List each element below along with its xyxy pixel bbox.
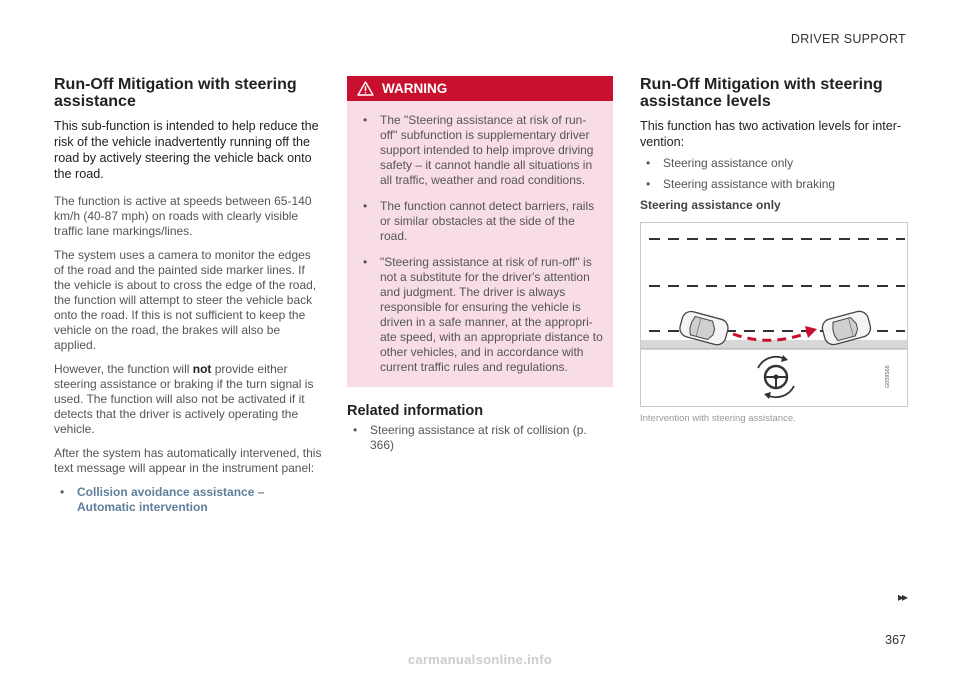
warning-triangle-icon: [357, 81, 374, 96]
intervention-paragraph: After the system has automatically intervened, this text message will appear in the instrument panel:: [54, 446, 322, 475]
text-run: provide either steering assistance or braking if the turn signal is used. The function will also not be activated if it detects that the driver is actively operating the vehicle.: [54, 362, 314, 436]
related-list: [347, 423, 613, 453]
bullet-icon: •: [646, 177, 651, 191]
warning-header: [347, 76, 613, 101]
steering-illustration: [640, 222, 908, 407]
figure-subtitle: Steering assistance only: [640, 198, 781, 212]
exceptions-paragraph: [54, 362, 322, 437]
emphasis-not: not: [192, 362, 212, 376]
list-item: [54, 485, 322, 515]
section-header: DRIVER SUPPORT: [790, 32, 906, 46]
levels-intro: This function has two activation levels for inter-vention:: [640, 119, 902, 149]
figure-caption: Intervention with steering assistance.: [640, 413, 796, 424]
related-link[interactable]: Steering assistance at risk of collision (p. 366): [370, 423, 587, 452]
bullet-icon: •: [363, 113, 368, 127]
warning-body: [347, 101, 613, 387]
bullet-icon: •: [363, 255, 368, 269]
text-run: However, the function will: [54, 362, 193, 376]
column-run-off-mitigation: [54, 76, 322, 521]
bullet-icon: •: [60, 485, 65, 499]
column-levels: [640, 76, 908, 424]
figure-code: G059566: [885, 365, 891, 388]
warning-item-text: The function cannot detect barriers, rails or similar obstacles at the side of the road.: [380, 199, 595, 243]
levels-list: [640, 156, 908, 192]
camera-paragraph: The system uses a camera to monitor the edges of the road and the painted side marker lines. If the vehicle is about to cross the edge of the road, the function will attempt to steer the vehicle back onto the road. If this is not sufficient to keep the vehicle on the road, the brakes will also be applied.: [54, 248, 317, 352]
list-item: [357, 255, 603, 375]
level-text: Steering assistance with braking: [663, 177, 836, 191]
next-page-icon[interactable]: ▸▸: [897, 590, 906, 604]
list-item: [357, 113, 603, 188]
message-list: [54, 485, 322, 515]
list-item: [357, 199, 603, 244]
related-title: Related information: [347, 403, 484, 419]
intro-paragraph: This sub-function is intended to help reduce the risk of the vehicle inadvertently running off the road by actively steering the vehicle back onto the road.: [54, 119, 319, 181]
list-item: [640, 156, 908, 171]
road-diagram: [641, 223, 907, 406]
warning-item-text: The "Steering assistance at risk of run-off" subfunction is supplementary driver support intended to help improve driving safety – it cannot handle all situations in all traffic, weather and road conditions.: [380, 113, 594, 187]
bullet-icon: •: [646, 156, 651, 170]
bullet-icon: •: [353, 423, 358, 437]
bullet-icon: •: [363, 199, 368, 213]
warning-item-text: "Steering assistance at risk of run-off" is not a substitute for the driver's attention and judgment. The driver is always responsible for ensuring the vehicle is driven in a safe manner, at the appropri-ate speed, with an appropriate distance to other vehicles, and in accordance with current traffic rules and regulations.: [380, 255, 603, 374]
list-item: [347, 423, 613, 453]
warning-list: [357, 113, 603, 375]
levels-title: Run-Off Mitigation with steering assistance levels: [640, 76, 883, 110]
watermark: carmanualsonline.info: [407, 652, 553, 667]
instrument-message: Collision avoidance assistance – Automatic intervention: [77, 485, 265, 514]
speed-paragraph: The function is active at speeds between 65-140 km/h (40-87 mph) on roads with clearly visible traffic lane markings/lines.: [54, 194, 312, 238]
warning-title: WARNING: [382, 81, 448, 96]
road-edge: [641, 340, 907, 349]
page-number: 367: [885, 633, 906, 647]
list-item: [640, 177, 908, 192]
section-title: Run-Off Mitigation with steering assistance: [54, 76, 297, 110]
level-text: Steering assistance only: [663, 156, 794, 170]
column-warning: [347, 76, 613, 459]
